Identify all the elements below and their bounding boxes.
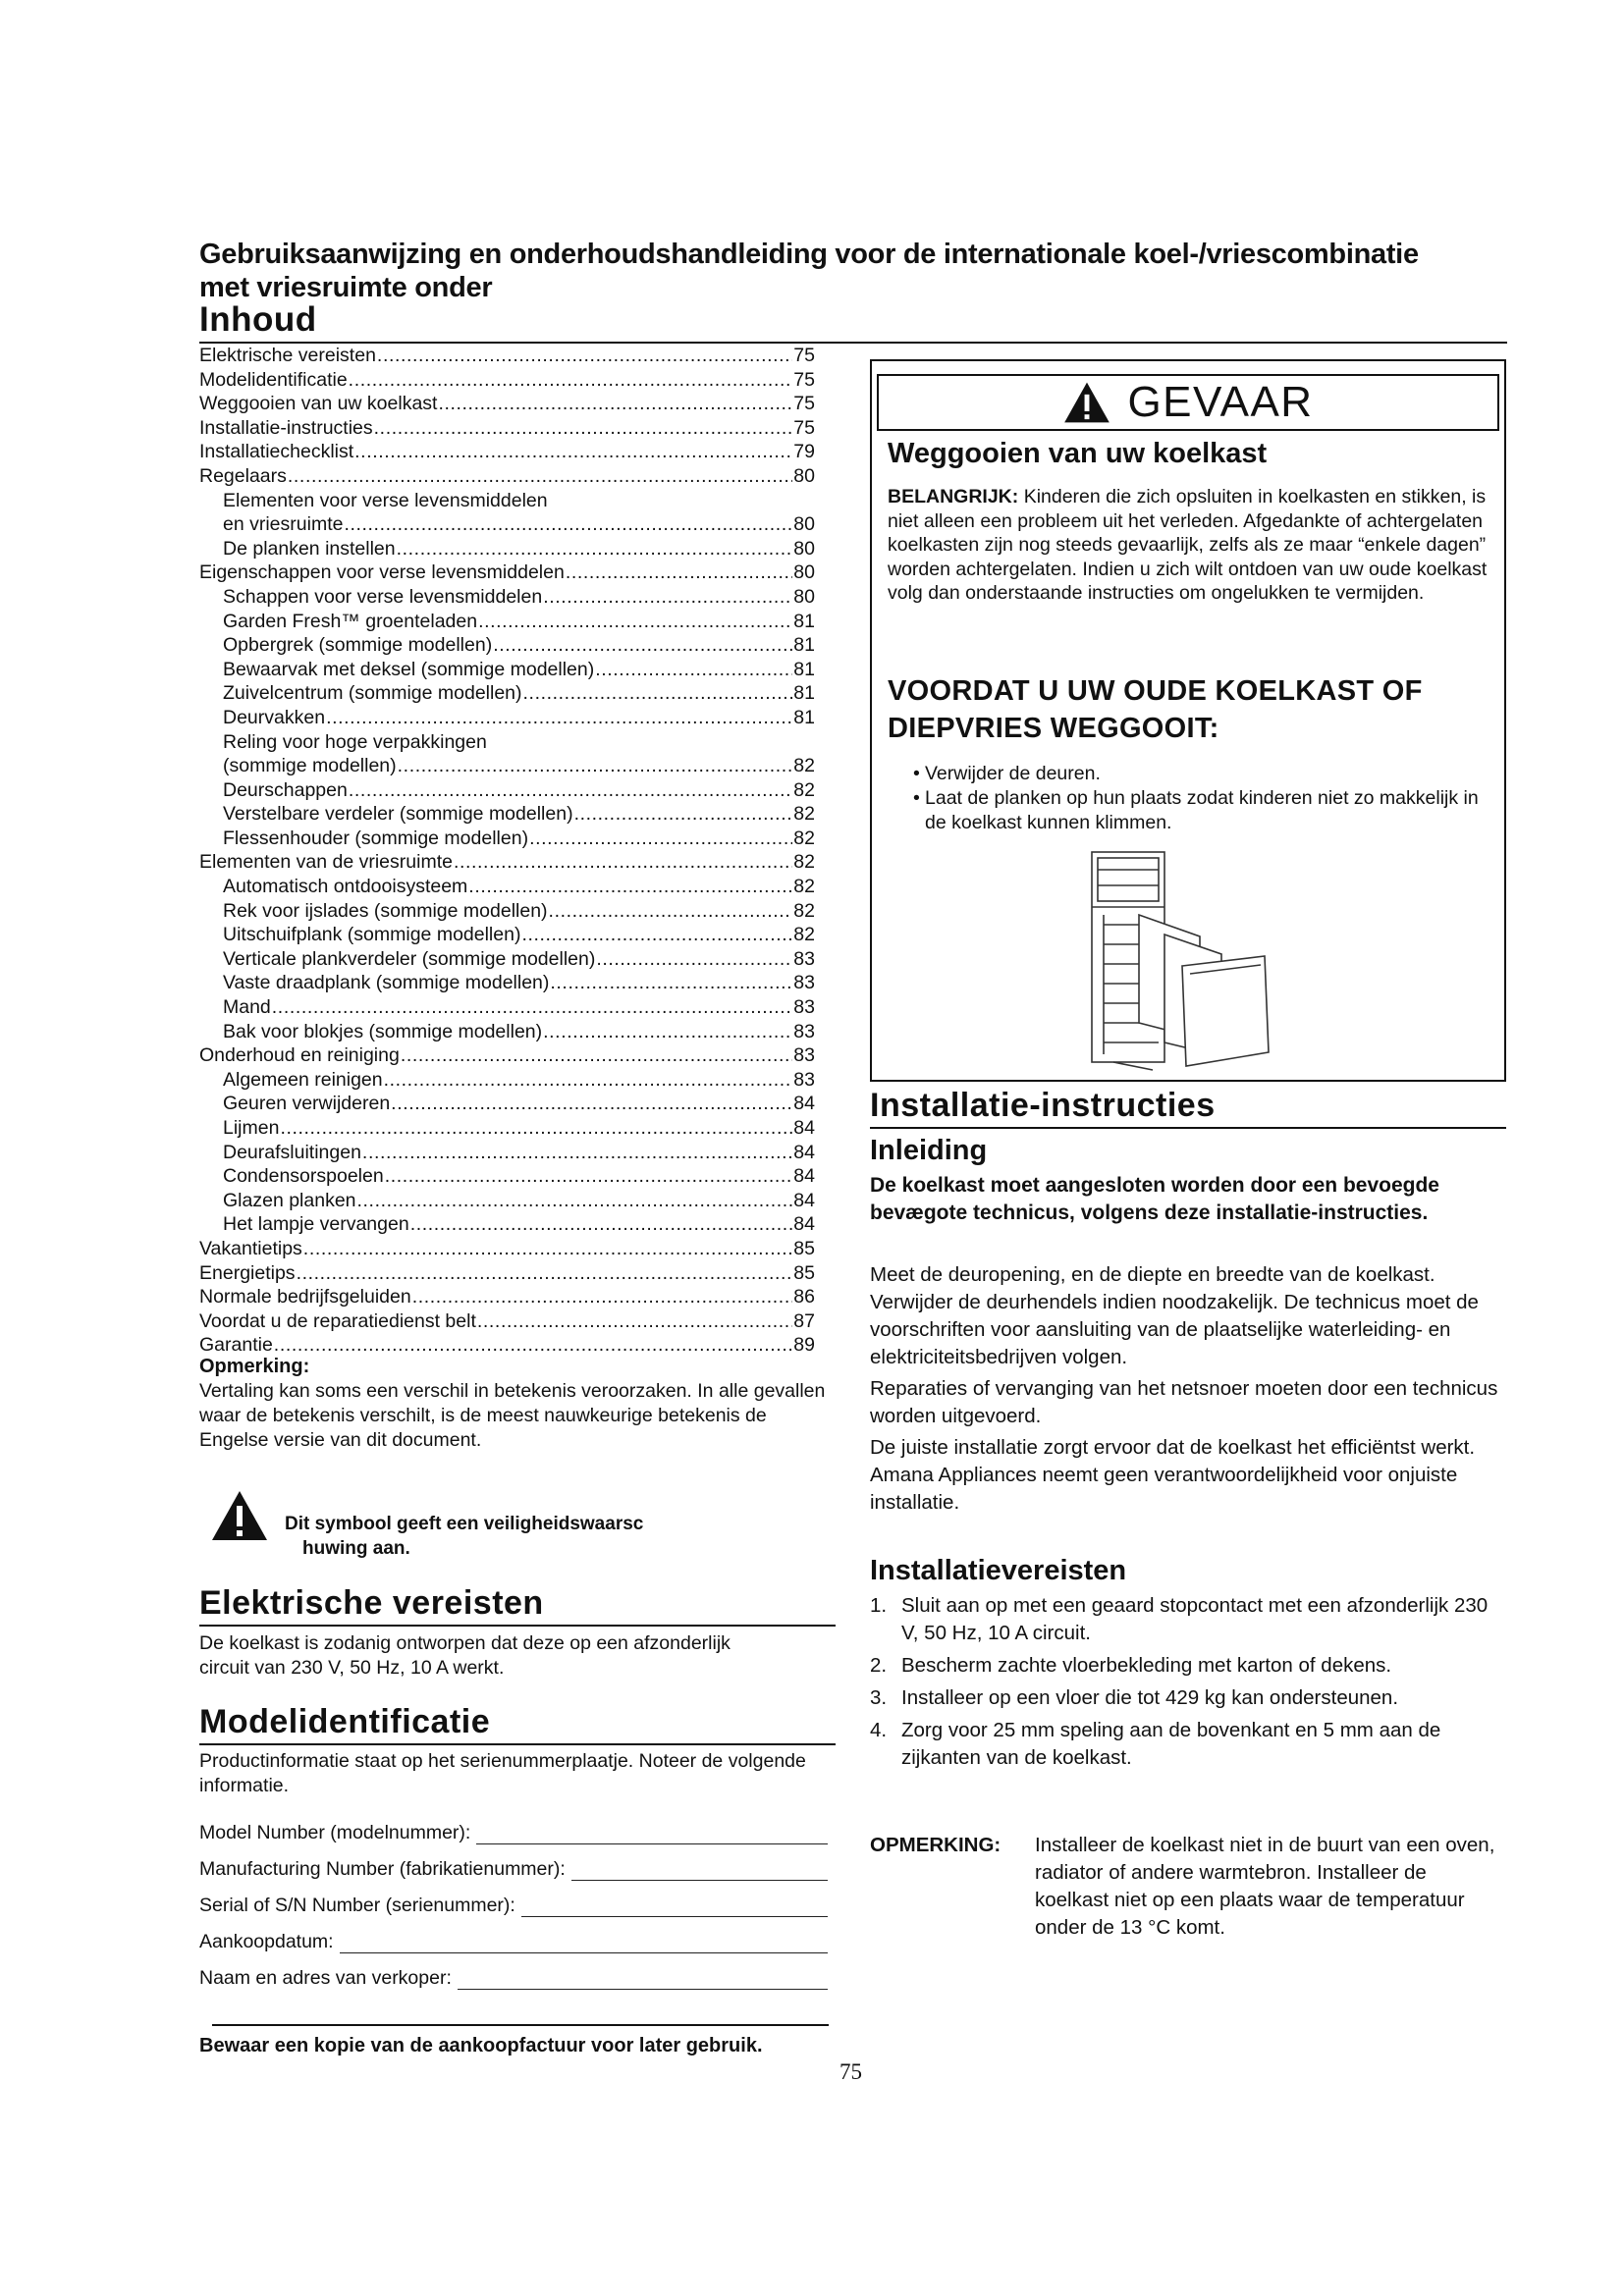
toc-entry-title: Voordat u de reparatiedienst belt [199, 1309, 476, 1332]
requirements-steps [870, 1592, 1503, 1772]
toc-entry [199, 875, 815, 899]
toc-dot-leader [303, 1237, 793, 1261]
toc-entry-page: 79 [793, 441, 815, 463]
toc-dot-leader [362, 1141, 792, 1165]
toc-entry-page: 83 [793, 1068, 815, 1091]
step-item [870, 1592, 1503, 1647]
toc-entry-title: Condensorspoelen [223, 1165, 384, 1188]
bullet-item [913, 786, 1483, 835]
step-text: Sluit aan op met een geaard stopcontact met een afzonderlijk 230 V, 50 Hz, 10 A circuit. [901, 1594, 1489, 1644]
toc-entry [199, 899, 815, 924]
toc-entry-title: Vaste draadplank (sommige modellen) [223, 972, 550, 994]
toc-entry-page: 81 [793, 682, 815, 705]
toc-entry [199, 633, 815, 658]
toc-entry-title: en vriesruimte [223, 513, 344, 536]
toc-dot-leader [349, 778, 792, 803]
toc-entry [199, 658, 815, 682]
toc-entry-page: 80 [793, 513, 815, 536]
danger-bullets [913, 762, 1483, 835]
toc-entry [199, 947, 815, 972]
toc-entry-page: 83 [793, 1044, 815, 1067]
toc-entry-title: Garden Fresh™ groenteladen [223, 610, 478, 632]
intro-paragraph: Meet de deuropening, en de diepte en breedte van de koelkast. Verwijder de deurhendels indien noodzakelijk. De technicus moet de voorschriften voor aansluiting van de plaatselijke waterleiding- en elektriciteitsbedrijven volgen. [870, 1263, 1479, 1368]
bullet-dot-icon: • [913, 763, 920, 784]
caps-heading-line1: VOORDAT U UW OUDE KOELKAST OF [888, 675, 1423, 707]
toc-entry [199, 1092, 815, 1116]
toc-entry [199, 706, 815, 730]
manufacturing-number-label: Manufacturing Number (fabrikatienummer): [199, 1858, 566, 1880]
toc-dot-leader [374, 416, 793, 441]
toc-entry [199, 1212, 815, 1237]
intro-bold-text: De koelkast moet aangesloten worden door een bevoegde bevægote technicus, volgens deze installatie-instructies. [870, 1174, 1439, 1224]
danger-banner [877, 374, 1499, 431]
toc-entry-title: Lijmen [223, 1117, 280, 1139]
step-text: Installeer op een vloer die tot 429 kg kan ondersteunen. [901, 1686, 1399, 1709]
serial-number-label: Serial of S/N Number (serienummer): [199, 1895, 515, 1916]
note-text: Vertaling kan soms een verschil in betekenis veroorzaken. In alle gevallen waar de betekenis verschilt, is de meest nauwkeurige betekenis de Engelse versie van dit document. [199, 1380, 826, 1451]
toc-entry-page: 84 [793, 1165, 815, 1188]
toc-entry-title: Deurafsluitingen [223, 1141, 361, 1163]
toc-entry-page: 83 [793, 996, 815, 1019]
toc-entry-title: Elektrische vereisten [199, 345, 376, 366]
toc-dot-leader [397, 537, 793, 561]
toc-dot-leader [401, 1043, 792, 1068]
toc-dot-leader [398, 754, 793, 778]
purchase-date-line[interactable] [340, 1933, 828, 1953]
toc-entry-page: 81 [793, 634, 815, 657]
toc-entry-page: 75 [793, 345, 815, 366]
step-number: 1. [870, 1594, 888, 1617]
toc-entry-page: 82 [793, 778, 815, 801]
step-item [870, 1684, 1503, 1712]
toc-entry-title: Verticale plankverdeler (sommige modellen) [223, 947, 596, 970]
toc-entry-title: Installatiechecklist [199, 441, 354, 463]
toc-entry [199, 1333, 815, 1358]
toc-entry [199, 923, 815, 947]
toc-entry-page: 82 [793, 899, 815, 922]
toc-dot-leader [385, 1164, 793, 1189]
serial-number-line[interactable] [521, 1896, 828, 1917]
toc-dot-leader [493, 633, 792, 658]
toc-dot-leader [468, 875, 792, 899]
toc-entry-title: De planken instellen [223, 537, 396, 560]
toc-dot-leader [566, 561, 792, 585]
toc-entry [199, 971, 815, 995]
toc-entry [199, 1043, 815, 1068]
toc-dot-leader [543, 585, 792, 610]
toc-entry-page: 83 [793, 947, 815, 970]
caps-heading-line2: DIEPVRIES WEGGOOIT: [888, 713, 1219, 744]
table-of-contents [199, 344, 815, 1358]
toc-entry-page: 82 [793, 803, 815, 826]
toc-entry [199, 440, 815, 464]
step-item [870, 1652, 1503, 1680]
toc-entry [199, 730, 815, 755]
toc-dot-leader [280, 1116, 792, 1141]
toc-entry-title: Geuren verwijderen [223, 1093, 391, 1115]
toc-entry-title: Reling voor hoge verpakkingen [223, 730, 487, 753]
toc-dot-leader [549, 899, 793, 924]
purchase-date-label: Aankoopdatum: [199, 1931, 334, 1952]
requirements-heading: Installatievereisten [870, 1555, 1127, 1586]
toc-entry-title: Vakantietips [199, 1237, 302, 1259]
toc-entry-page: 85 [793, 1237, 815, 1259]
danger-triangle-icon [1062, 381, 1111, 424]
toc-entry [199, 464, 815, 489]
toc-entry-page: 86 [793, 1286, 815, 1308]
safety-symbol-line1: Dit symbool geeft een veiligheidswaarsc [285, 1514, 644, 1534]
toc-entry [199, 995, 815, 1020]
toc-entry-title: Het lampje vervangen [223, 1213, 409, 1236]
document-title: Gebruiksaanwijzing en onderhoudshandleiding voor de internationale koel-/vriescombinatie met vriesruimte onder [199, 239, 1419, 303]
dealer-address-line[interactable] [212, 2024, 829, 2026]
toc-entry-title: Opbergrek (sommige modellen) [223, 634, 493, 657]
toc-entry-title: Bak voor blokjes (sommige modellen) [223, 1020, 543, 1042]
toc-entry-page: 83 [793, 1020, 815, 1042]
toc-dot-leader [349, 368, 793, 393]
toc-entry [199, 1141, 815, 1165]
toc-entry-title: Eigenschappen voor verse levensmiddelen [199, 561, 565, 584]
danger-important-text [888, 485, 1491, 606]
toc-entry [199, 392, 815, 416]
model-number-field[interactable] [199, 1822, 828, 1844]
toc-entry-title: Verstelbare verdeler (sommige modellen) [223, 803, 573, 826]
toc-entry [199, 561, 815, 585]
safety-symbol-text [285, 1512, 746, 1561]
intro-paragraphs [870, 1261, 1498, 1517]
toc-entry [199, 754, 815, 778]
danger-subheading: Weggooien van uw koelkast [888, 438, 1268, 469]
installation-heading: Installatie-instructies [870, 1087, 1216, 1124]
toc-entry-page: 82 [793, 827, 815, 849]
toc-entry-page: 83 [793, 972, 815, 994]
toc-entry-page: 84 [793, 1189, 815, 1211]
toc-dot-leader [574, 802, 793, 827]
serial-number-field[interactable] [199, 1895, 828, 1917]
toc-entry-page: 84 [793, 1141, 815, 1163]
toc-entry-title: Flessenhouder (sommige modellen) [223, 827, 529, 849]
toc-dot-leader [410, 1212, 793, 1237]
toc-entry-title: Installatie-instructies [199, 416, 373, 439]
toc-entry [199, 368, 815, 393]
bullet-item [913, 762, 1483, 786]
page-number: 75 [839, 2059, 862, 2084]
toc-entry-title: Elementen van de vriesruimte [199, 851, 453, 874]
danger-word: GEVAAR [1127, 378, 1314, 426]
bullet-text: Verwijder de deuren. [925, 763, 1101, 784]
toc-dot-leader [595, 658, 792, 682]
danger-caps-heading [888, 672, 1501, 747]
dealer-field[interactable] [199, 1967, 828, 1990]
toc-dot-leader [454, 850, 792, 875]
electrical-heading: Elektrische vereisten [199, 1584, 544, 1622]
toc-entry-page: 80 [793, 561, 815, 584]
toc-entry [199, 610, 815, 634]
toc-entry-page: 82 [793, 851, 815, 874]
toc-entry-title: Regelaars [199, 464, 287, 487]
step-text: Bescherm zachte vloerbekleding met karton of dekens. [901, 1654, 1392, 1677]
toc-entry-title: (sommige modellen) [223, 755, 397, 777]
toc-entry-title: Deurschappen [223, 778, 348, 801]
toc-entry-title: Glazen planken [223, 1189, 356, 1211]
toc-entry-title: Modelidentificatie [199, 368, 348, 391]
toc-entry-page: 81 [793, 658, 815, 680]
toc-entry-page: 82 [793, 755, 815, 777]
toc-entry-title: Weggooien van uw koelkast [199, 393, 438, 415]
model-id-heading: Modelidentificatie [199, 1703, 491, 1740]
toc-entry-page: 84 [793, 1093, 815, 1115]
toc-entry-title: Bewaarvak met deksel (sommige modellen) [223, 658, 595, 680]
installation-rule [870, 1127, 1506, 1129]
toc-entry [199, 1116, 815, 1141]
toc-dot-leader [521, 923, 792, 947]
warning-triangle-icon [210, 1489, 269, 1542]
toc-entry-page: 80 [793, 585, 815, 608]
toc-entry-title: Onderhoud en reiniging [199, 1044, 400, 1067]
safety-symbol-line2: huwing aan. [302, 1538, 410, 1559]
toc-entry [199, 416, 815, 441]
toc-entry-page: 75 [793, 416, 815, 439]
toc-entry [199, 850, 815, 875]
toc-entry [199, 1068, 815, 1093]
toc-entry [199, 827, 815, 851]
important-label: BELANGRIJK: [888, 486, 1019, 507]
model-number-line[interactable] [476, 1824, 828, 1844]
toc-entry-page: 75 [793, 368, 815, 391]
toc-entry-title: Normale bedrijfsgeluiden [199, 1286, 411, 1308]
toc-entry-page: 82 [793, 924, 815, 946]
intro-paragraph: Reparaties of vervanging van het netsnoer moeten door een technicus worden uitgevoerd. [870, 1377, 1498, 1427]
toc-dot-leader [377, 344, 792, 368]
toc-entry [199, 1285, 815, 1309]
toc-entry-page: 84 [793, 1117, 815, 1139]
toc-entry-page: 81 [793, 706, 815, 728]
toc-dot-leader [529, 827, 792, 851]
step-text: Zorg voor 25 mm speling aan de bovenkant en 5 mm aan de zijkanten van de koelkast. [901, 1719, 1441, 1769]
toc-entry [199, 681, 815, 706]
toc-dot-leader [391, 1092, 792, 1116]
step-number: 4. [870, 1719, 888, 1741]
save-receipt-note: Bewaar een kopie van de aankoopfactuur voor later gebruik. [199, 2035, 763, 2056]
toc-entry [199, 344, 815, 368]
model-id-text: Productinformatie staat op het serienummerplaatje. Noteer de volgende informatie. [199, 1750, 806, 1796]
purchase-date-field[interactable] [199, 1931, 828, 1953]
toc-entry [199, 1261, 815, 1286]
intro-paragraph: De juiste installatie zorgt ervoor dat de koelkast het efficiëntst werkt. Amana Appliances neemt geen verantwoordelijkheid voor onjuiste installatie. [870, 1436, 1476, 1514]
toc-dot-leader [477, 1309, 792, 1334]
toc-dot-leader [543, 1020, 792, 1044]
refrigerator-illustration [1084, 846, 1280, 1074]
toc-dot-leader [357, 1189, 793, 1213]
toc-entry-title: Zuivelcentrum (sommige modellen) [223, 682, 522, 705]
toc-entry-page: 89 [793, 1334, 815, 1357]
toc-dot-leader [384, 1068, 793, 1093]
bullet-dot-icon: • [913, 787, 920, 809]
toc-dot-leader [523, 681, 793, 706]
intro-heading: Inleiding [870, 1135, 988, 1166]
toc-dot-leader [274, 1333, 793, 1358]
toc-entry-title: Energietips [199, 1261, 296, 1284]
toc-entry-title: Mand [223, 996, 271, 1019]
toc-entry-title: Deurvakken [223, 706, 326, 728]
step-item [870, 1717, 1503, 1772]
toc-entry [199, 1020, 815, 1044]
step-number: 3. [870, 1686, 888, 1709]
toc-entry-title: Uitschuifplank (sommige modellen) [223, 924, 521, 946]
opmerking-note [870, 1832, 1503, 1942]
toc-entry [199, 778, 815, 803]
toc-dot-leader [288, 464, 792, 489]
important-text: Kinderen die zich opsluiten in koelkasten en stikken, is niet alleen een probleem uit het verleden. Afgedankte of achtergelaten koelkasten zijn nog steeds gevaarlijk, zelfs als ze maar “enkele dagen” worden achtergelaten. Indien u zich wilt ontdoen van uw oude koelkast volg dan onderstaande instructies om ongelukken te vermijden. [888, 486, 1488, 604]
toc-entry [199, 1164, 815, 1189]
toc-entry-page: 85 [793, 1261, 815, 1284]
toc-dot-leader [326, 706, 792, 730]
toc-entry [199, 537, 815, 561]
manufacturing-number-field[interactable] [199, 1858, 828, 1881]
toc-dot-leader [438, 392, 792, 416]
toc-entry [199, 489, 815, 513]
toc-entry-page: 87 [793, 1309, 815, 1332]
toc-entry [199, 1189, 815, 1213]
toc-entry-page: 81 [793, 610, 815, 632]
toc-entry-page: 75 [793, 393, 815, 415]
toc-entry-title: Algemeen reinigen [223, 1068, 383, 1091]
toc-entry [199, 585, 815, 610]
toc-entry [199, 512, 815, 537]
dealer-line[interactable] [458, 1969, 828, 1990]
toc-dot-leader [297, 1261, 793, 1286]
opmerking-text: Installeer de koelkast niet in de buurt van een oven, radiator of andere warmtebron. Installeer de koelkast niet op een plaats waar de temperatuur onder de 13 °C komt. [1035, 1834, 1495, 1939]
toc-entry-page: 80 [793, 537, 815, 560]
toc-entry-page: 84 [793, 1213, 815, 1236]
toc-entry-title: Rek voor ijslades (sommige modellen) [223, 899, 548, 922]
toc-entry-title: Automatisch ontdooisysteem [223, 876, 468, 898]
electrical-rule [199, 1625, 836, 1627]
toc-entry-title: Elementen voor verse levensmiddelen [223, 489, 548, 511]
toc-entry-page: 80 [793, 464, 815, 487]
toc-dot-leader [550, 971, 792, 995]
bullet-text: Laat de planken op hun plaats zodat kinderen niet zo makkelijk in de koelkast kunnen klimmen. [925, 787, 1479, 833]
model-id-rule [199, 1743, 836, 1745]
toc-entry-title: Schappen voor verse levensmiddelen [223, 585, 543, 608]
toc-entry [199, 802, 815, 827]
toc-entry [199, 1309, 815, 1334]
note-heading: Opmerking: [199, 1356, 310, 1377]
step-number: 2. [870, 1654, 888, 1677]
toc-dot-leader [412, 1285, 793, 1309]
toc-dot-leader [344, 512, 792, 537]
toc-dot-leader [478, 610, 792, 634]
electrical-text: De koelkast is zodanig ontworpen dat deze op een afzonderlijk circuit van 230 V, 50 Hz, 10 A werkt. [199, 1632, 731, 1679]
opmerking-label: OPMERKING: [870, 1834, 1001, 1856]
toc-entry-page: 82 [793, 876, 815, 898]
toc-dot-leader [596, 947, 792, 972]
toc-dot-leader [354, 440, 792, 464]
toc-heading: Inhoud [199, 300, 317, 339]
toc-dot-leader [272, 995, 793, 1020]
manufacturing-number-line[interactable] [571, 1860, 828, 1881]
dealer-label: Naam en adres van verkoper: [199, 1967, 452, 1989]
model-number-label: Model Number (modelnummer): [199, 1822, 471, 1843]
toc-entry [199, 1237, 815, 1261]
toc-entry-title: Garantie [199, 1334, 273, 1357]
